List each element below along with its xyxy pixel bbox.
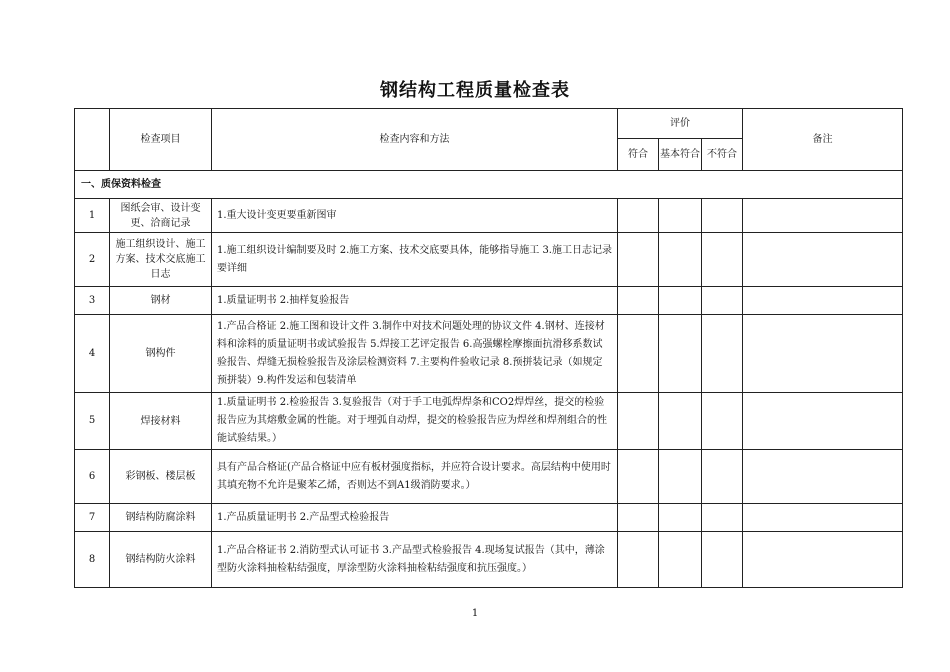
row-item: 钢结构防火涂料 [110, 532, 212, 588]
row-content: 1.质量证明书 2.抽样复验报告 [212, 287, 618, 315]
basic-conform-cell[interactable] [659, 233, 702, 287]
basic-conform-cell[interactable] [659, 393, 702, 450]
not-conform-cell[interactable] [702, 233, 743, 287]
conform-cell[interactable] [618, 199, 659, 233]
row-content: 1.质量证明书 2.检验报告 3.复验报告（对于手工电弧焊焊条和CO2焊焊丝，提交的检验报告应为其熔敷金属的性能。对于埋弧自动焊，提交的检验报告应为焊丝和焊剂组合的性能试验结果。） [212, 393, 618, 450]
section-title: 一、质保资料检查 [75, 171, 903, 199]
row-number: 2 [75, 233, 110, 287]
row-number: 1 [75, 199, 110, 233]
conform-cell[interactable] [618, 504, 659, 532]
header-basic-conform: 基本符合 [659, 139, 702, 171]
conform-cell[interactable] [618, 287, 659, 315]
conform-cell[interactable] [618, 450, 659, 504]
row-content: 1.产品质量证明书 2.产品型式检验报告 [212, 504, 618, 532]
conform-cell[interactable] [618, 233, 659, 287]
conform-cell[interactable] [618, 532, 659, 588]
not-conform-cell[interactable] [702, 450, 743, 504]
header-remarks: 备注 [743, 109, 903, 171]
row-item: 焊接材料 [110, 393, 212, 450]
not-conform-cell[interactable] [702, 199, 743, 233]
not-conform-cell[interactable] [702, 287, 743, 315]
header-evaluation: 评价 [618, 109, 743, 139]
table-row [75, 450, 903, 504]
not-conform-cell[interactable] [702, 504, 743, 532]
row-item: 施工组织设计、施工方案、技术交底施工日志 [110, 233, 212, 287]
row-content: 1.施工组织设计编制要及时 2.施工方案、技术交底要具体，能够指导施工 3.施工日志记录要详细 [212, 233, 618, 287]
basic-conform-cell[interactable] [659, 504, 702, 532]
remarks-cell[interactable] [743, 393, 903, 450]
document-title: 钢结构工程质量检查表 [380, 80, 570, 101]
row-item: 彩钢板、楼层板 [110, 450, 212, 504]
row-content: 具有产品合格证(产品合格证中应有板材强度指标，并应符合设计要求。高层结构中使用时其填充物不允许是聚苯乙烯，否则达不到A1级消防要求。） [212, 450, 618, 504]
table-row [75, 315, 903, 393]
row-content: 1.产品合格证 2.施工图和设计文件 3.制作中对技术问题处理的协议文件 4.钢材、连接材料和涂料的质量证明书或试验报告 5.焊接工艺评定报告 6.高强螺栓摩擦面抗滑移系数试验报告、焊缝无损检验报告及涂层检测资料 7.主要构件验收记录 8.预拼装记录（如规定预拼装）9.构件发运和包装清单 [212, 315, 618, 393]
inspection-table [74, 108, 903, 588]
row-item: 钢材 [110, 287, 212, 315]
header-item: 检查项目 [110, 109, 212, 171]
not-conform-cell[interactable] [702, 532, 743, 588]
row-item: 钢结构防腐涂料 [110, 504, 212, 532]
table-row [75, 504, 903, 532]
remarks-cell[interactable] [743, 315, 903, 393]
row-content: 1.产品合格证书 2.消防型式认可证书 3.产品型式检验报告 4.现场复试报告（其中，薄涂型防火涂料抽检粘结强度，厚涂型防火涂料抽检粘结强度和抗压强度。） [212, 532, 618, 588]
remarks-cell[interactable] [743, 199, 903, 233]
basic-conform-cell[interactable] [659, 532, 702, 588]
header-method: 检查内容和方法 [212, 109, 618, 171]
basic-conform-cell[interactable] [659, 315, 702, 393]
remarks-cell[interactable] [743, 532, 903, 588]
row-number: 3 [75, 287, 110, 315]
remarks-cell[interactable] [743, 233, 903, 287]
row-number: 8 [75, 532, 110, 588]
conform-cell[interactable] [618, 393, 659, 450]
section-row [75, 171, 903, 199]
basic-conform-cell[interactable] [659, 450, 702, 504]
conform-cell[interactable] [618, 315, 659, 393]
row-content: 1.重大设计变更要重新图审 [212, 199, 618, 233]
remarks-cell[interactable] [743, 450, 903, 504]
header-row [75, 109, 903, 139]
row-number: 5 [75, 393, 110, 450]
header-blank-cell [75, 109, 110, 171]
row-item: 钢构件 [110, 315, 212, 393]
remarks-cell[interactable] [743, 504, 903, 532]
page-number: 1 [471, 608, 479, 619]
row-item: 图纸会审、设计变更、洽商记录 [110, 199, 212, 233]
table-row [75, 393, 903, 450]
header-not-conform: 不符合 [702, 139, 743, 171]
table-row [75, 287, 903, 315]
not-conform-cell[interactable] [702, 393, 743, 450]
basic-conform-cell[interactable] [659, 287, 702, 315]
not-conform-cell[interactable] [702, 315, 743, 393]
row-number: 4 [75, 315, 110, 393]
remarks-cell[interactable] [743, 287, 903, 315]
basic-conform-cell[interactable] [659, 199, 702, 233]
table-row [75, 532, 903, 588]
row-number: 7 [75, 504, 110, 532]
header-conform: 符合 [618, 139, 659, 171]
table-row [75, 233, 903, 287]
table-row [75, 199, 903, 233]
row-number: 6 [75, 450, 110, 504]
